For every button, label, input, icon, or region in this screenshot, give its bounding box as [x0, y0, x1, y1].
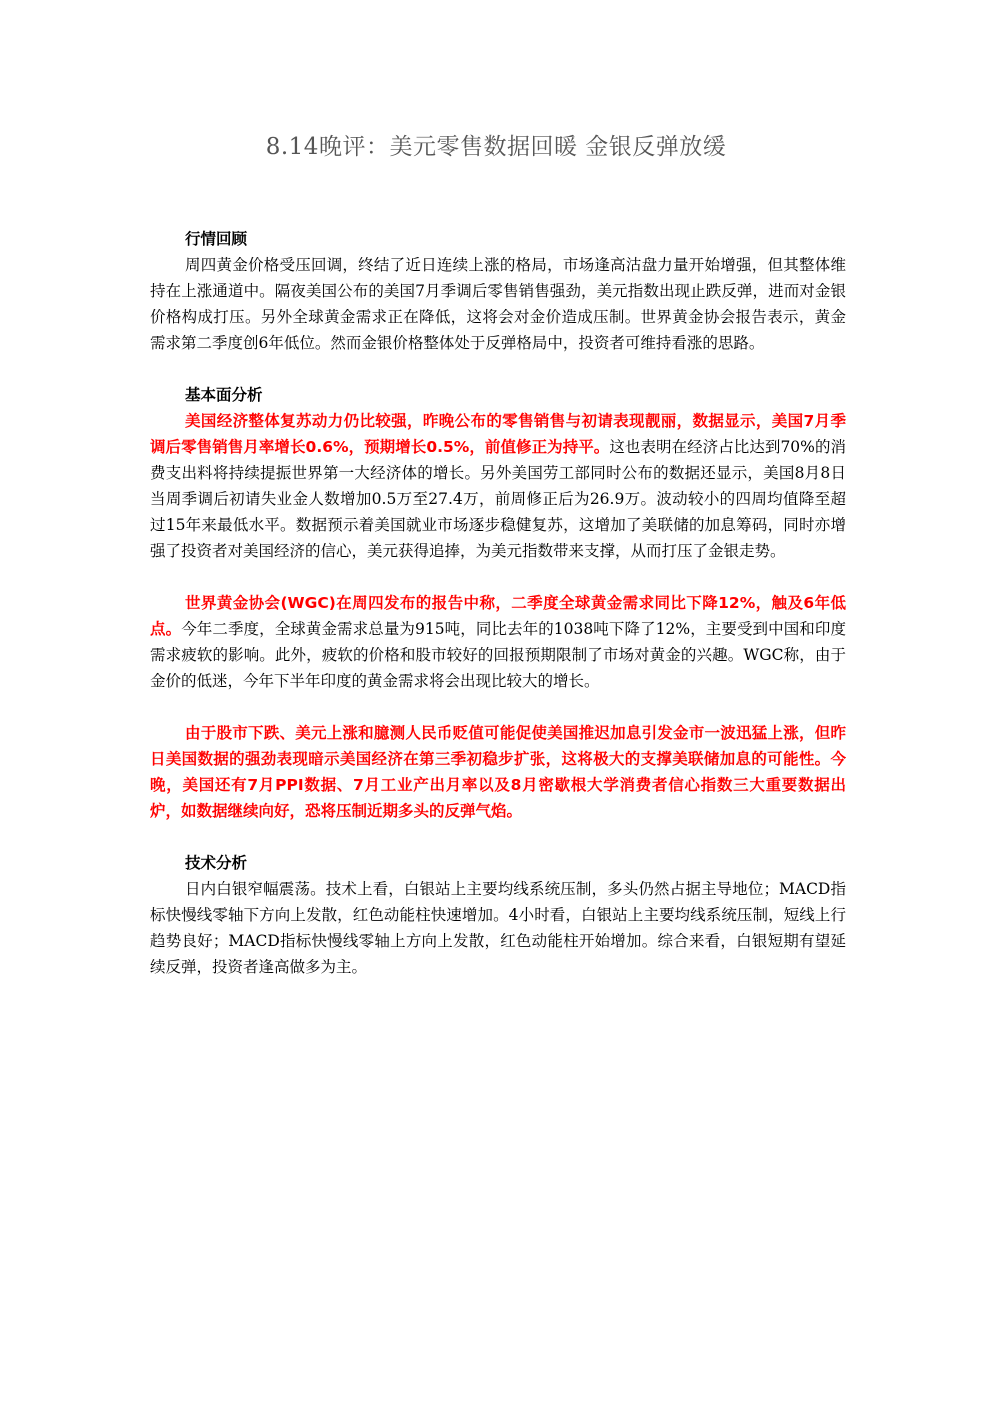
- spacer: [150, 356, 846, 382]
- body-text: 日内白银窄幅震荡。技术上看，白银站上主要均线系统压制，多头仍然占据主导地位；MACD指标快慢线零轴下方向上发散，红色动能柱快速增加。4小时看，白银站上主要均线系统压制，短线上行趋势良好；MACD指标快慢线零轴上方向上发散，红色动能柱开始增加。综合来看，白银短期有望延续反弹，投资者逢高做多为主。: [150, 880, 846, 976]
- highlight-text: 世界黄金协会(WGC)在周四发布的报告中称，二季度全球黄金需求同比下降12%，触及6年低点。: [150, 594, 846, 638]
- highlight-text: 美国经济整体复苏动力仍比较强，昨晚公布的零售销售与初请表现靓丽，数据显示，美国7月季调后零售销售月率增长0.6%，预期增长0.5%，前值修正为持平。: [150, 412, 846, 456]
- body-text: 这也表明在经济占比达到70%的消费支出料将持续提振世界第一大经济体的增长。另外美国劳工部同时公布的数据还显示，美国8月8日当周季调后初请失业金人数增加0.5万至27.4万，前周修正后为26.9万。波动较小的四周均值降至超过15年来最低水平。数据预示着美国就业市场逐步稳健复苏，这增加了美联储的加息筹码，同时亦增强了投资者对美国经济的信心，美元获得追捧，为美元指数带来支撑，从而打压了金银走势。: [150, 438, 846, 560]
- section-heading: 行情回顾: [185, 230, 248, 248]
- document-body: [150, 226, 846, 980]
- paragraph: [150, 408, 846, 564]
- paragraph: [150, 720, 846, 824]
- section-heading: 技术分析: [185, 854, 248, 872]
- body-text: 今年二季度，全球黄金需求总量为915吨，同比去年的1038吨下降了12%，主要受到中国和印度需求疲软的影响。此外，疲软的价格和股市较好的回报预期限制了市场对黄金的兴趣。WGC称，由于金价的低迷，今年下半年印度的黄金需求将会出现比较大的增长。: [150, 620, 846, 690]
- section-technical: [150, 850, 846, 980]
- document-title: 8.14晚评：美元零售数据回暖 金银反弹放缓: [265, 134, 727, 160]
- highlight-text: 由于股市下跌、美元上涨和臆测人民币贬值可能促使美国推迟加息引发金市一波迅猛上涨，但昨日美国数据的强劲表现暗示美国经济在第三季初稳步扩张，这将极大的支撑美联储加息的可能性。今晚，美国还有7月PPI数据、7月工业产出月率以及8月密歇根大学消费者信心指数三大重要数据出炉，如数据继续向好，恐将压制近期多头的反弹气焰。: [150, 724, 846, 820]
- paragraph: [150, 876, 846, 980]
- section-market-review: [150, 226, 846, 356]
- section-heading: 基本面分析: [185, 386, 263, 404]
- body-text: 周四黄金价格受压回调，终结了近日连续上涨的格局，市场逢高沽盘力量开始增强，但其整体维持在上涨通道中。隔夜美国公布的美国7月季调后零售销售强劲，美元指数出现止跌反弹，进而对金银价格构成打压。另外全球黄金需求正在降低，这将会对金价造成压制。世界黄金协会报告表示，黄金需求第二季度创6年低位。然而金银价格整体处于反弹格局中，投资者可维持看涨的思路。: [150, 256, 846, 352]
- spacer: [150, 694, 846, 720]
- paragraph: [150, 252, 846, 356]
- spacer: [150, 824, 846, 850]
- section-fundamentals: [150, 382, 846, 824]
- paragraph: [150, 590, 846, 694]
- spacer: [150, 564, 846, 590]
